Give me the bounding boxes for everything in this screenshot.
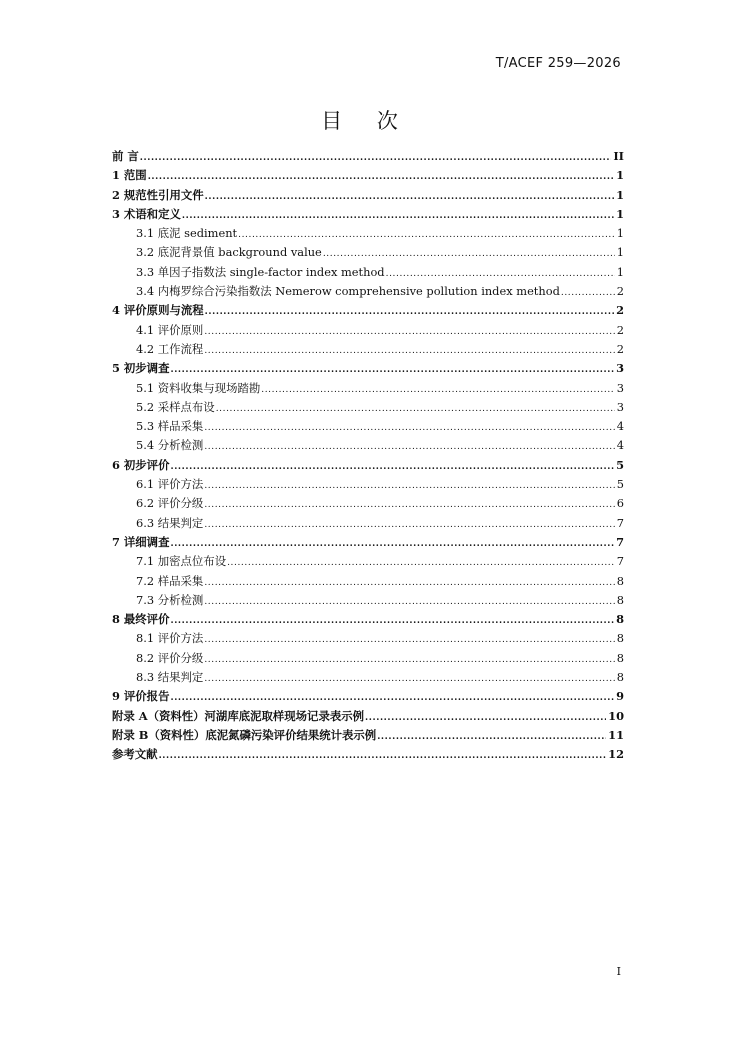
dot-leader [261,381,614,400]
toc-entry[interactable] [112,591,624,610]
toc-entry-page: 7 [616,554,624,569]
toc-entry[interactable] [112,321,624,340]
toc-entry-page: 3 [616,361,624,376]
toc-entry[interactable] [112,166,624,185]
toc-entry-page: 5 [616,477,624,492]
dot-leader [227,554,615,573]
toc-entry-label: 1 范围 [112,168,147,183]
toc-entry[interactable] [112,475,624,494]
dot-leader [365,709,606,728]
toc-entry[interactable] [112,552,624,571]
toc-entry[interactable] [112,629,624,648]
toc-entry-page: 8 [616,670,624,685]
toc-entry-page: 2 [616,322,624,337]
dot-leader [170,458,614,477]
toc-entry-page: 1 [616,245,624,260]
toc-entry[interactable] [112,456,624,475]
toc-entry[interactable] [112,436,624,455]
toc-entry[interactable] [112,649,624,668]
toc-entry-label: 3.3 单因子指数法 single-factor index method [136,264,385,279]
toc-entry-label: 6 初步评价 [112,457,170,472]
toc-entry-label: 3.4 内梅罗综合污染指数法 Nemerow comprehensive pollution index method [136,284,560,299]
dot-leader [204,651,614,670]
dot-leader [205,188,614,207]
toc-entry-label: 4 评价原则与流程 [112,303,204,318]
toc-entry-page: 3 [616,399,624,414]
toc-entry-label: 6.2 评价分级 [136,496,204,511]
toc-entry[interactable] [112,205,624,224]
toc-entry[interactable] [112,379,624,398]
toc-entry[interactable] [112,398,624,417]
dot-leader [204,419,614,438]
dot-leader [159,747,607,766]
dot-leader [205,303,614,322]
toc-entry[interactable] [112,745,624,764]
toc-entry-page: 7 [616,515,624,530]
page-title: 目 次 [321,109,412,133]
dot-leader [204,323,614,342]
toc-entry[interactable] [112,340,624,359]
toc-entry-page: 11 [608,727,624,742]
toc-entry-label: 6.3 结果判定 [136,515,204,530]
dot-leader [204,496,614,515]
toc-entry-page: 10 [608,708,624,723]
toc-entry-label: 8.3 结果判定 [136,670,204,685]
toc-entry-label: 7.3 分析检测 [136,592,204,607]
toc-entry-label: 6.1 评价方法 [136,477,204,492]
toc-entry-page: 8 [616,631,624,646]
toc-entry-label: 2 规范性引用文件 [112,187,204,202]
dot-leader [204,516,614,535]
toc-entry[interactable] [112,224,624,243]
toc-entry[interactable] [112,610,624,629]
toc-entry-page: 4 [616,438,624,453]
dot-leader [561,284,615,303]
toc-entry[interactable] [112,243,624,262]
toc-entry-page: 8 [616,650,624,665]
toc-entry[interactable] [112,147,624,166]
toc-entry-page: 1 [616,187,624,202]
dot-leader [216,400,615,419]
toc-entry-page: 2 [616,303,624,318]
toc-entry[interactable] [112,263,624,282]
toc-entry-label: 5 初步调查 [112,361,170,376]
toc-entry[interactable] [112,572,624,591]
toc-entry-page: 9 [616,689,624,704]
table-of-contents [112,147,624,765]
dot-leader [204,477,614,496]
toc-entry[interactable] [112,494,624,513]
toc-entry-label: 前 言 [112,149,139,163]
toc-entry-label: 3.2 底泥背景值 background value [136,245,322,260]
toc-entry-page: 8 [616,592,624,607]
toc-entry-label: 参考文献 [112,747,158,762]
dot-leader [182,207,614,226]
toc-entry-page: 1 [616,264,624,279]
toc-entry[interactable] [112,282,624,301]
dot-leader [140,149,612,168]
toc-entry-label: 5.2 采样点布设 [136,399,215,414]
toc-entry-page: 2 [616,284,624,299]
toc-entry[interactable] [112,687,624,706]
toc-entry-page: 12 [608,747,624,762]
toc-entry-label: 8.2 评价分级 [136,650,204,665]
toc-entry[interactable] [112,707,624,726]
dot-leader [204,574,614,593]
dot-leader [170,535,614,554]
toc-entry-page: 5 [616,457,624,472]
toc-entry-label: 5.4 分析检测 [136,438,204,453]
dot-leader [204,593,614,612]
toc-entry[interactable] [112,533,624,552]
document-code: T/ACEF 259—2026 [495,56,621,71]
toc-entry-label: 附录 B（资料性）底泥氮磷污染评价结果统计表示例 [112,727,377,742]
toc-entry-label: 9 评价报告 [112,689,170,704]
dot-leader [204,438,614,457]
toc-entry[interactable] [112,514,624,533]
toc-entry-label: 3 术语和定义 [112,206,181,221]
toc-entry[interactable] [112,726,624,745]
toc-entry-label: 附录 A（资料性）河湖库底泥取样现场记录表示例 [112,708,365,723]
toc-entry-label: 7.2 样品采集 [136,573,204,588]
toc-entry-page: 1 [616,206,624,221]
toc-entry-page: 8 [616,573,624,588]
dot-leader [204,670,614,689]
toc-entry-page: 8 [616,612,624,627]
toc-entry[interactable] [112,359,624,378]
toc-entry-label: 7.1 加密点位布设 [136,554,227,569]
page-number: I [616,965,621,978]
toc-entry-page: 1 [616,168,624,183]
dot-leader [170,612,614,631]
toc-entry-label: 7 详细调查 [112,534,170,549]
toc-entry-page: 4 [616,419,624,434]
dot-leader [377,728,606,747]
toc-entry[interactable] [112,417,624,436]
dot-leader [204,342,614,361]
toc-entry-label: 8.1 评价方法 [136,631,204,646]
toc-entry-page: 2 [616,341,624,356]
toc-entry-label: 5.1 资料收集与现场踏勘 [136,380,261,395]
toc-entry[interactable] [112,186,624,205]
toc-entry-label: 4.2 工作流程 [136,341,204,356]
toc-entry-label: 3.1 底泥 sediment [136,226,238,241]
toc-entry-page: 7 [616,534,624,549]
toc-entry[interactable] [112,301,624,320]
toc-entry-page: II [613,149,624,163]
toc-entry-label: 8 最终评价 [112,612,170,627]
toc-entry-page: 3 [616,380,624,395]
toc-entry-label: 5.3 样品采集 [136,419,204,434]
toc-entry-label: 4.1 评价原则 [136,322,204,337]
toc-entry-page: 1 [616,226,624,241]
dot-leader [148,168,614,187]
toc-entry[interactable] [112,668,624,687]
dot-leader [204,631,614,650]
toc-entry-page: 6 [616,496,624,511]
